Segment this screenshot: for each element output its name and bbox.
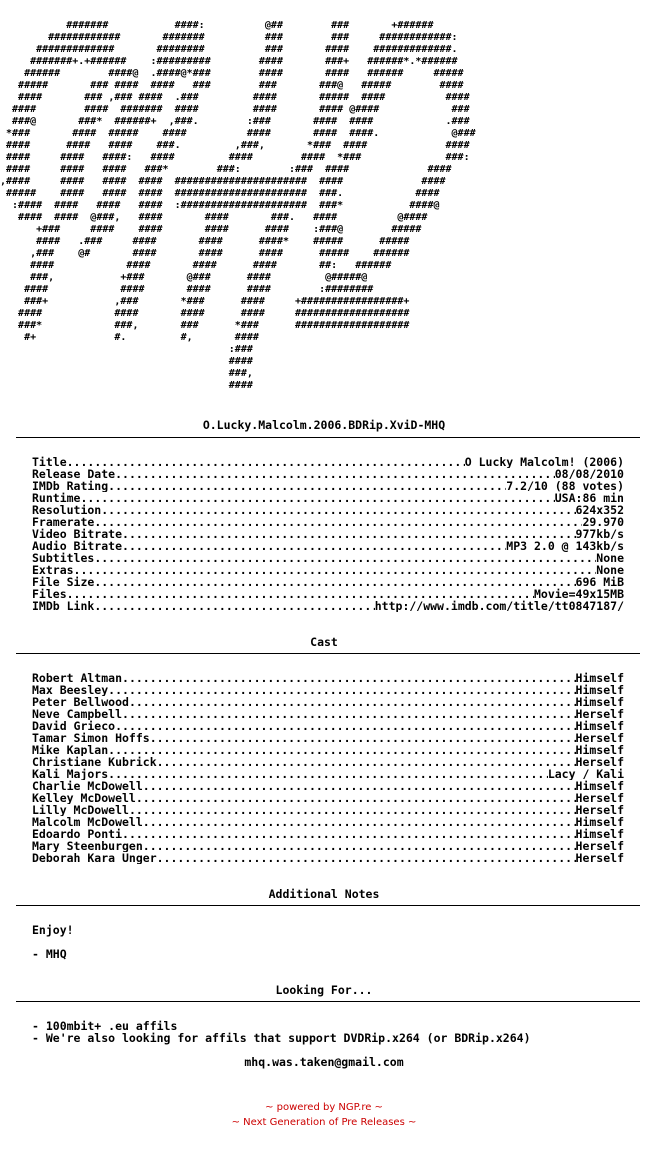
info-label: Subtitles: [32, 552, 95, 564]
cast-leader: [136, 792, 576, 804]
info-row: [32, 468, 624, 480]
cast-leader: [150, 732, 576, 744]
info-leader: [94, 600, 374, 612]
looking-line: - We're also looking for affils that support DVDRip.x264 (or BDRip.x264): [32, 1031, 531, 1045]
info-value: None: [596, 552, 624, 564]
info-row: [32, 528, 624, 540]
divider-cast: [16, 653, 640, 654]
looking-line: - 100mbit+ .eu affils: [32, 1019, 178, 1033]
cast-row: [32, 756, 624, 768]
cast-row: [32, 804, 624, 816]
info-label: Audio Bitrate: [32, 540, 123, 552]
info-value: 29.970: [582, 516, 624, 528]
cast-row: [32, 768, 624, 780]
cast-row: [32, 684, 624, 696]
cast-label: Kali Majors: [32, 768, 109, 780]
cast-row: [32, 708, 624, 720]
cast-value: Herself: [575, 732, 624, 744]
info-value: 696 MiB: [575, 576, 624, 588]
cast-value: Lacy / Kali: [547, 768, 624, 780]
cast-value: Herself: [575, 756, 624, 768]
cast-row: [32, 672, 624, 684]
info-value: 977kb/s: [575, 528, 624, 540]
cast-value: Himself: [575, 696, 624, 708]
looking-for-block: [32, 1020, 624, 1044]
cast-label: Robert Altman: [32, 672, 123, 684]
cast-row: [32, 852, 624, 864]
info-label: File Size: [32, 576, 95, 588]
cast-heading: Cast: [310, 635, 338, 649]
notes-heading: Additional Notes: [268, 887, 380, 901]
cast-leader: [108, 744, 575, 756]
release-info-block: [32, 456, 624, 612]
divider-notes: [16, 905, 640, 906]
info-leader: [94, 516, 582, 528]
info-leader: [74, 564, 597, 576]
info-row: [32, 456, 624, 468]
cast-leader: [129, 804, 576, 816]
info-label: Framerate: [32, 516, 95, 528]
info-value: MP3 2.0 @ 143kb/s: [506, 540, 624, 552]
divider-top: [16, 437, 640, 438]
info-label: Resolution: [32, 504, 102, 516]
cast-leader: [122, 828, 576, 840]
info-row: [32, 588, 624, 600]
info-leader: [115, 468, 555, 480]
cast-value: Himself: [575, 720, 624, 732]
cast-label: Tamar Simon Hoffs: [32, 732, 150, 744]
info-row: [32, 516, 624, 528]
cast-leader: [157, 852, 576, 864]
cast-row: [32, 732, 624, 744]
ascii-art-logo: ####### ####: @## ### +###### ############ ####### ### ### ############: ############# ######## ### #### #############. #######+.+###### :######### #### ###+ ######*.*###### ###### ####@ .####@*### #### #### ###### ##### ##### ### #### #### ### ### ###@ ##### #### #### ### ,### #### .### #### ##### #### #### #### #### ####### #### #### #### @#### ### ###@ ###* ######+ ,###. :### #### #### .### *### #### ##### #### #### #### ####. @### #### #### #### ###. ,###, *### #### #### #### #### ####: #### #### #### *### ###: #### #### #### ###* ###: :### #### #### ,#### #### #### #### ###################### #### #### ##### #### #### #### ###################### ###. #### :#### #### #### #### :##################### ###* ####@ #### #### @###, #### #### ###. #### @#### +### #### #### #### #### :###@ ##### #### .### #### #### ####* ##### ##### ,### @# #### #### #### ##### ###### #### #### #### #### ##: ###### ###, +### @### #### @#####@ #### #### #### #### :######## ###+ ,### *### #### +#################+ #### #### #### #### ################### ###* ###, ### *### ################### #+ #. #, #### :### #### ###, ####: [0, 20, 476, 391]
info-label: IMDb Link: [32, 600, 95, 612]
cast-label: Lilly McDowell: [32, 804, 129, 816]
cast-value: Himself: [575, 684, 624, 696]
cast-leader: [115, 720, 575, 732]
info-leader: [80, 492, 554, 504]
info-value: 7.2/10 (88 votes): [506, 480, 624, 492]
info-label: Video Bitrate: [32, 528, 123, 540]
cast-label: David Grieco: [32, 720, 116, 732]
cast-value: Herself: [575, 708, 624, 720]
cast-leader: [143, 816, 576, 828]
cast-label: Malcolm McDowell: [32, 816, 143, 828]
info-row: [32, 480, 624, 492]
release-name: O.Lucky.Malcolm.2006.BDRip.XviD-MHQ: [202, 418, 446, 432]
info-value: O Lucky Malcolm! (2006): [464, 456, 624, 468]
cast-leader: [143, 780, 576, 792]
cast-value: Herself: [575, 840, 624, 852]
info-row: [32, 564, 624, 576]
cast-value: Himself: [575, 816, 624, 828]
cast-label: Max Beesley: [32, 684, 109, 696]
info-value: Movie=49x15MB: [533, 588, 624, 600]
cast-row: [32, 696, 624, 708]
info-value: None: [596, 564, 624, 576]
cast-leader: [108, 768, 548, 780]
info-row: [32, 504, 624, 516]
info-row: [32, 552, 624, 564]
info-label: IMDb Rating: [32, 480, 109, 492]
info-value: USA:86 min: [554, 492, 624, 504]
info-leader: [101, 504, 575, 516]
notes-line: - MHQ: [32, 947, 67, 961]
cast-leader: [122, 672, 576, 684]
cast-leader: [157, 756, 576, 768]
info-leader: [94, 552, 596, 564]
cast-value: Herself: [575, 792, 624, 804]
info-leader: [94, 576, 575, 588]
cast-label: Peter Bellwood: [32, 696, 129, 708]
cast-value: Himself: [575, 780, 624, 792]
cast-row: [32, 720, 624, 732]
cast-label: Charlie McDowell: [32, 780, 143, 792]
notes-line: [32, 936, 624, 948]
info-row: [32, 492, 624, 504]
powered-by: ~ powered by NGP.re ~: [265, 1102, 383, 1113]
cast-label: Kelley McDowell: [32, 792, 136, 804]
cast-label: Mike Kaplan: [32, 744, 109, 756]
footer-tagline: ~ Next Generation of Pre Releases ~: [231, 1117, 417, 1128]
cast-value: Himself: [575, 744, 624, 756]
notes-line: Enjoy!: [32, 923, 74, 937]
info-value: 624x352: [575, 504, 624, 516]
cast-row: [32, 816, 624, 828]
info-label: Files: [32, 588, 67, 600]
cast-leader: [143, 840, 576, 852]
cast-value: Herself: [575, 804, 624, 816]
cast-value: Herself: [575, 852, 624, 864]
info-row: [32, 576, 624, 588]
info-leader: [122, 540, 506, 552]
info-leader: [108, 480, 506, 492]
contact-email: mhq.was.taken@gmail.com: [244, 1055, 404, 1069]
info-label: Runtime: [32, 492, 81, 504]
cast-label: Edoardo Ponti: [32, 828, 123, 840]
cast-label: Deborah Kara Unger: [32, 852, 157, 864]
cast-value: Himself: [575, 672, 624, 684]
info-leader: [67, 456, 465, 468]
info-value: http://www.imdb.com/title/tt0847187/: [374, 600, 624, 612]
info-label: Title: [32, 456, 67, 468]
cast-list: [32, 672, 624, 864]
cast-label: Christiane Kubrick: [32, 756, 157, 768]
cast-row: [32, 780, 624, 792]
cast-row: [32, 840, 624, 852]
cast-leader: [108, 684, 575, 696]
info-leader: [67, 588, 534, 600]
cast-leader: [122, 708, 576, 720]
info-label: Release Date: [32, 468, 116, 480]
cast-label: Mary Steenburgen: [32, 840, 143, 852]
info-row: [32, 540, 624, 552]
cast-row: [32, 792, 624, 804]
info-leader: [122, 528, 576, 540]
cast-leader: [129, 696, 576, 708]
cast-label: Neve Campbell: [32, 708, 123, 720]
divider-looking: [16, 1001, 640, 1002]
looking-heading: Looking For...: [275, 983, 373, 997]
cast-value: Himself: [575, 828, 624, 840]
cast-row: [32, 828, 624, 840]
info-row: [32, 600, 624, 612]
cast-row: [32, 744, 624, 756]
notes-block: [32, 924, 624, 960]
info-value: 08/08/2010: [554, 468, 624, 480]
info-label: Extras: [32, 564, 74, 576]
